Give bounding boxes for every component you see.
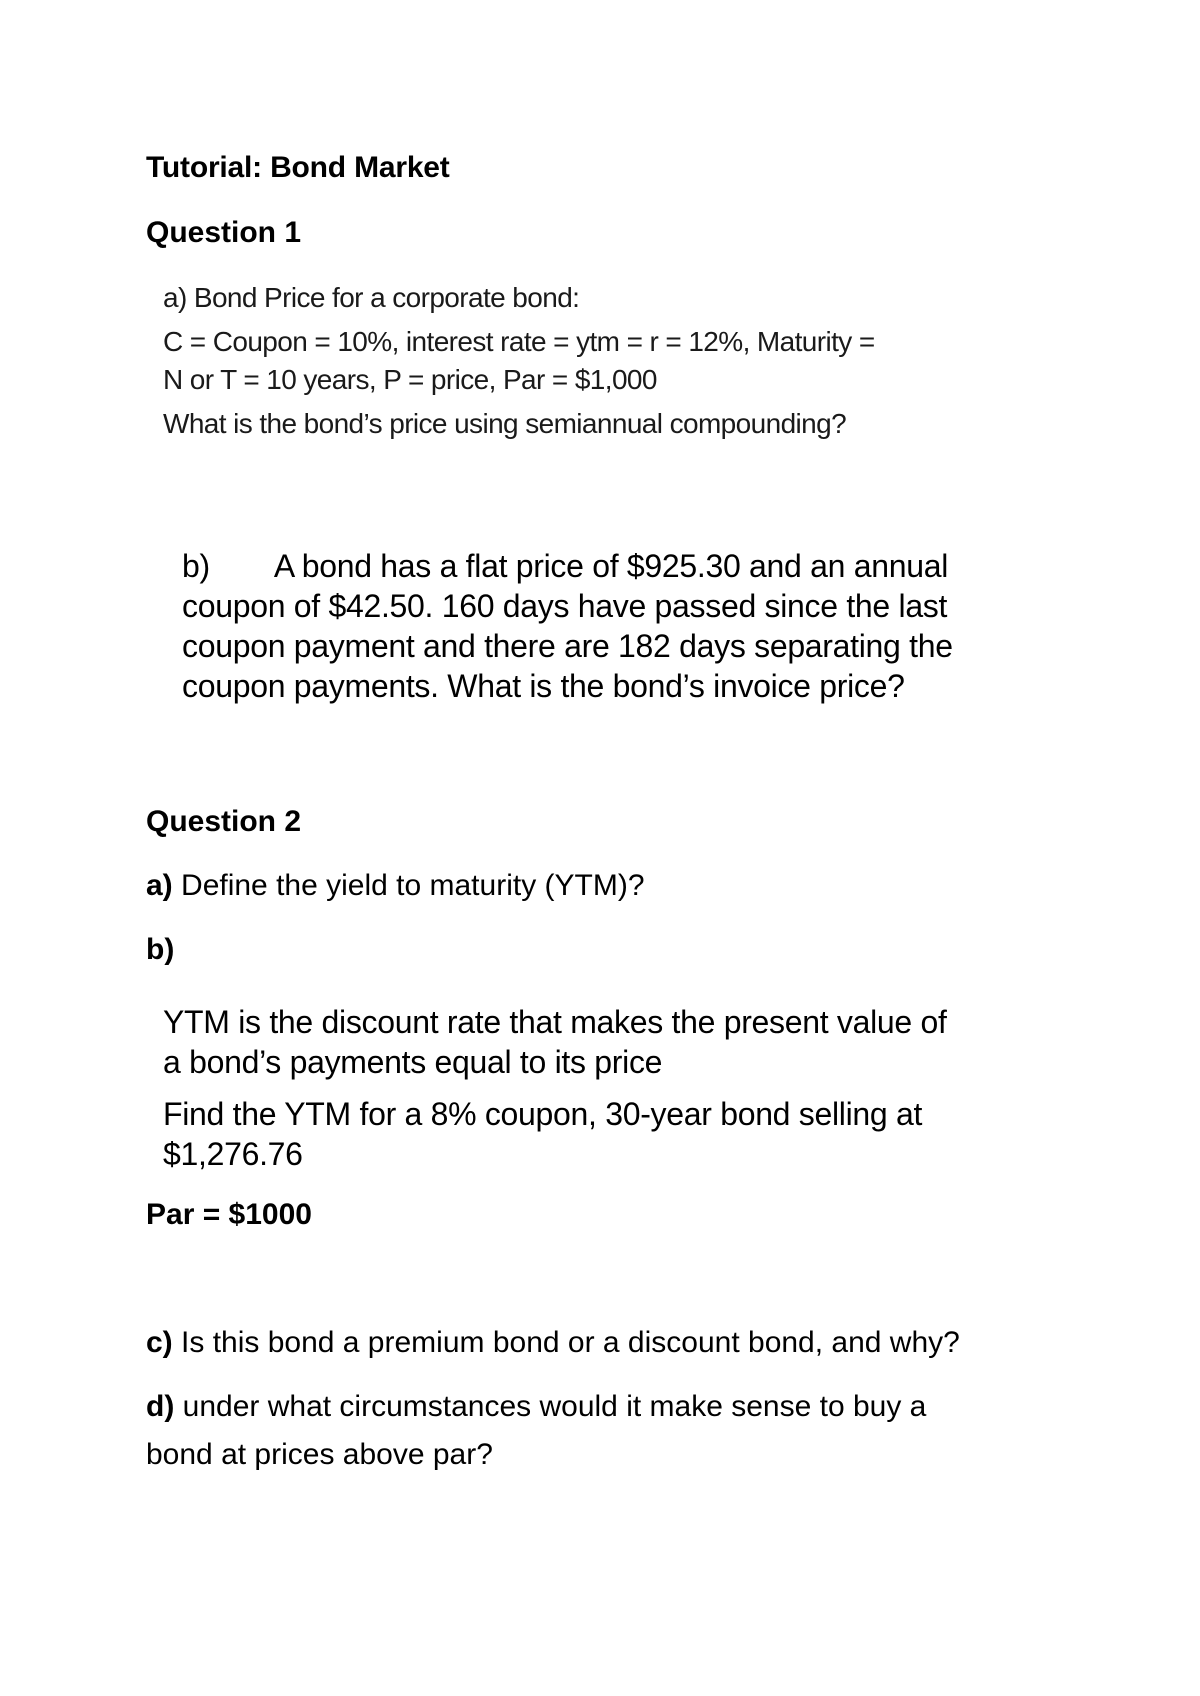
q2c-label: c) xyxy=(146,1326,173,1359)
q2b-label: b) xyxy=(146,933,175,966)
q1b-line-1-text: A bond has a flat price of $925.30 and an annual xyxy=(273,548,949,584)
q2d-line-1-text: under what circumstances would it make sense to buy a xyxy=(174,1390,927,1423)
q2d-line-2: bond at prices above par? xyxy=(146,1438,493,1471)
q1a-line-3: N or T = 10 years, P = price, Par = $1,000 xyxy=(163,364,657,395)
q1b-line-4: coupon payments. What is the bond’s invoice price? xyxy=(182,668,905,704)
q2a-line xyxy=(146,871,645,901)
q1b-label: b) xyxy=(182,548,210,584)
q2b-line-3: Find the YTM for a 8% coupon, 30-year bond selling at xyxy=(163,1096,923,1132)
par-note: Par = $1000 xyxy=(146,1198,312,1231)
q1b-line-1 xyxy=(182,550,948,582)
q2b-line-4: $1,276.76 xyxy=(163,1136,303,1172)
q1a-line-1: a) Bond Price for a corporate bond: xyxy=(163,282,580,313)
q2c-line xyxy=(146,1328,960,1358)
q2a-label: a) xyxy=(146,869,173,902)
question-2-heading: Question 2 xyxy=(146,805,302,838)
q2b-line-2: a bond’s payments equal to its price xyxy=(163,1044,663,1080)
q2b-line-1: YTM is the discount rate that makes the present value of xyxy=(163,1004,947,1040)
q1b-line-3: coupon payment and there are 182 days separating the xyxy=(182,628,953,664)
q1b-line-2: coupon of $42.50. 160 days have passed since the last xyxy=(182,588,948,624)
question-1-heading: Question 1 xyxy=(146,216,302,249)
q2c-text: Is this bond a premium bond or a discount bond, and why? xyxy=(172,1326,960,1359)
q2a-text: Define the yield to maturity (YTM)? xyxy=(172,869,645,902)
q1a-line-2: C = Coupon = 10%, interest rate = ytm = r = 12%, Maturity = xyxy=(163,326,875,357)
q1a-line-4: What is the bond’s price using semiannual compounding? xyxy=(163,408,847,439)
q2d-label: d) xyxy=(146,1390,175,1423)
document-title: Tutorial: Bond Market xyxy=(146,151,450,184)
q2d-line-1 xyxy=(146,1392,926,1422)
